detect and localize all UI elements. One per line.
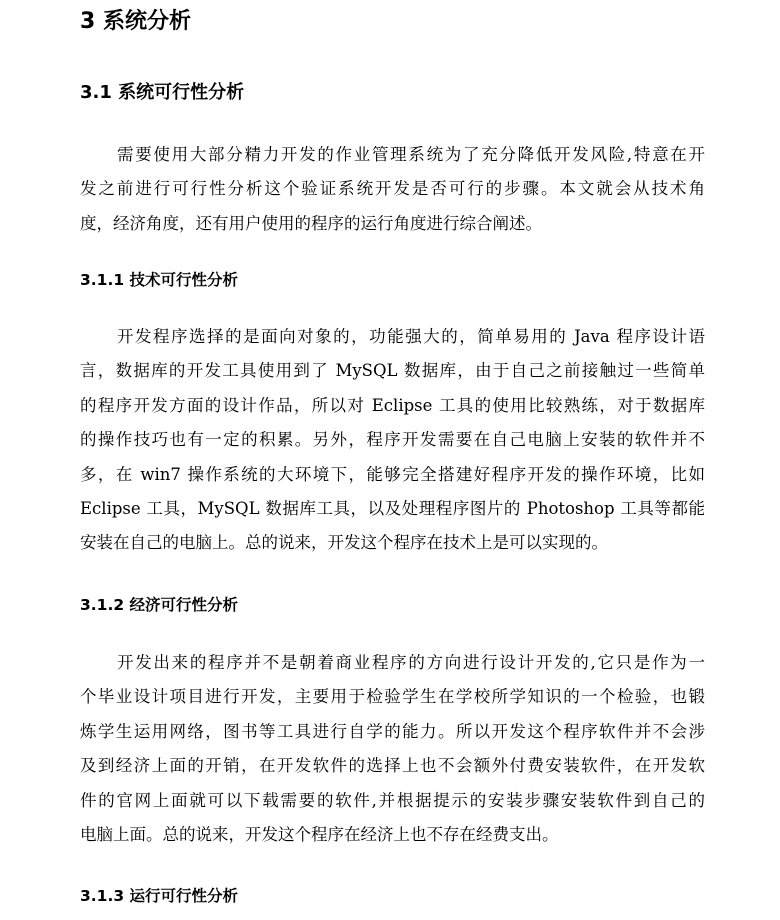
- subsection-title-technical: 3.1.1 技术可行性分析: [80, 271, 239, 289]
- paragraph-line: Eclipse 工具，MySQL 数据库工具，以及处理程序图片的 Photoshop 工具等都能: [80, 498, 705, 518]
- paragraph-line: 需要使用大部分精力开发的作业管理系统为了充分降低开发风险,特意在开: [117, 145, 705, 164]
- paragraph-line: 发之前进行可行性分析这个验证系统开发是否可行的步骤。本文就会从技术角: [80, 179, 705, 199]
- paragraph-line: 安装在自己的电脑上。总的说来，开发这个程序在技术上是可以实现的。: [80, 533, 608, 553]
- paragraph-line: 炼学生运用网络，图书等工具进行自学的能力。所以开发这个程序软件并不会涉: [80, 721, 705, 741]
- technical-feasibility-paragraph: [80, 320, 705, 561]
- paragraph-line: 及到经济上面的开销，在开发软件的选择上也不会额外付费安装软件，在开发软: [80, 756, 705, 776]
- paragraph-line: 开发出来的程序并不是朝着商业程序的方向进行设计开发的,它只是作为一: [117, 653, 705, 672]
- paragraph-line: 件的官网上面就可以下载需要的软件,并根据提示的安装步骤安装软件到自己的: [80, 790, 705, 810]
- paragraph-line: 电脑上面。总的说来，开发这个程序在经济上也不存在经费支出。: [80, 824, 559, 844]
- paragraph-line: 个毕业设计项目进行开发，主要用于检验学生在学校所学知识的一个检验，也锻: [80, 687, 705, 707]
- section-intro-paragraph: [80, 138, 705, 241]
- chapter-title: 3 系统分析: [80, 9, 191, 34]
- paragraph-line: 言，数据库的开发工具使用到了 MySQL 数据库，由于自己之前接触过一些简单: [80, 361, 705, 381]
- subsection-title-economic: 3.1.2 经济可行性分析: [80, 596, 239, 614]
- paragraph-line: 开发程序选择的是面向对象的，功能强大的，简单易用的 Java 程序设计语: [117, 327, 705, 346]
- paragraph-line: 的操作技巧也有一定的积累。另外，程序开发需要在自己电脑上安装的软件并不: [80, 430, 705, 450]
- paragraph-line: 多，在 win7 操作系统的大环境下，能够完全搭建好程序开发的操作环境，比如: [80, 464, 705, 484]
- paragraph-line: 的程序开发方面的设计作品，所以对 Eclipse 工具的使用比较熟练，对于数据库: [80, 395, 705, 415]
- subsection-title-operational: 3.1.3 运行可行性分析: [80, 887, 239, 905]
- paragraph-line: 度，经济角度，还有用户使用的程序的运行角度进行综合阐述。: [80, 213, 542, 233]
- section-title: 3.1 系统可行性分析: [80, 82, 245, 103]
- economic-feasibility-paragraph: [80, 646, 705, 852]
